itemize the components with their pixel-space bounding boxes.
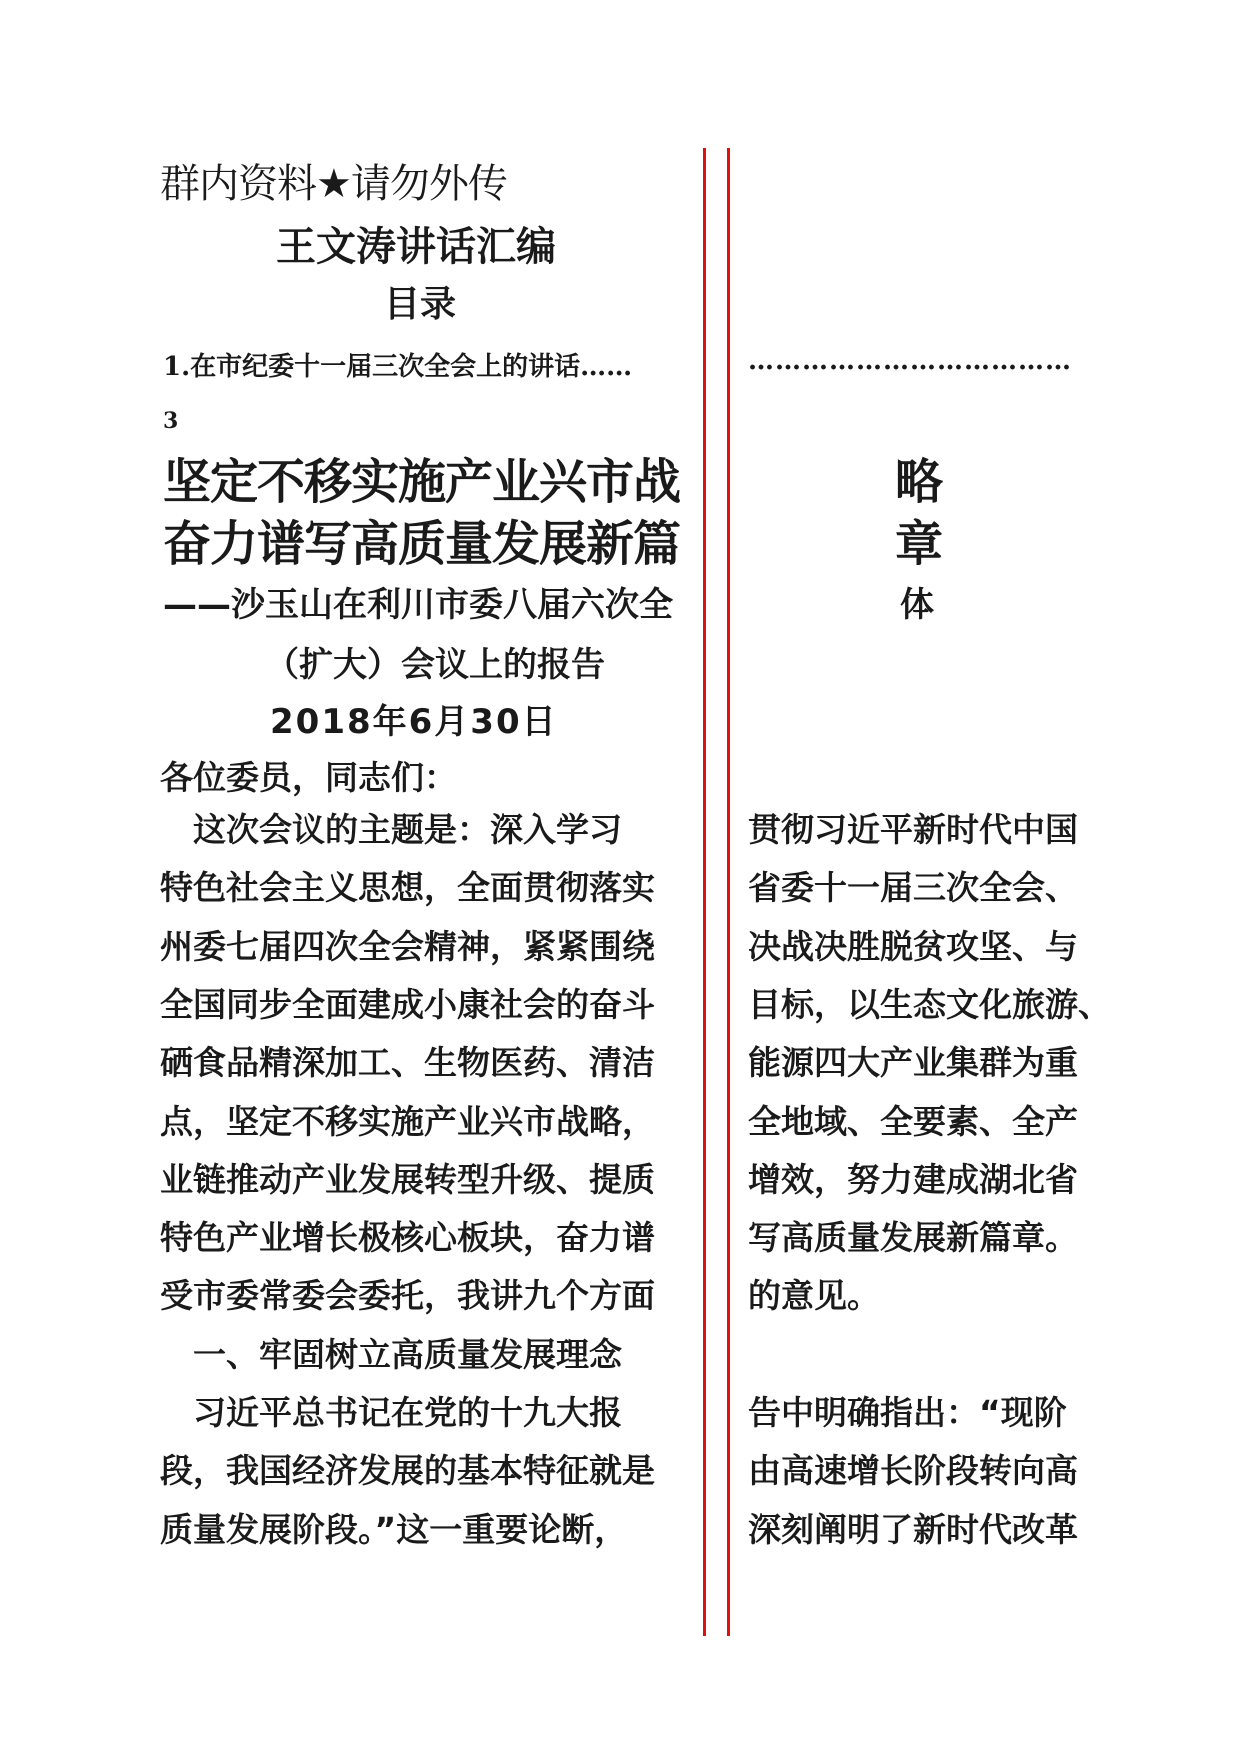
body-right-line: 目标，以生态文化旅游、 (748, 984, 1111, 1024)
body-right-line: 省委十一届三次全会、 (748, 868, 1078, 908)
body-left-line: 特色社会主义思想，全面贯彻落实 (160, 868, 655, 908)
speech-title-line-1: 坚定不移实施产业兴市战 (163, 454, 681, 510)
speech-date: 2018年6月30日 (270, 702, 558, 742)
body-right-line: 告中明确指出：“现阶 (748, 1393, 1067, 1432)
body-right-line: 增效，努力建成湖北省 (748, 1159, 1078, 1199)
toc-entry: 1.在市纪委十一届三次全会上的讲话…… (163, 352, 633, 382)
body-left-line: 受市委常委会委托，我讲九个方面 (160, 1276, 655, 1316)
toc-leader-dots: ……………………………… (748, 346, 1072, 376)
body-right-line: 深刻阐明了新时代改革 (748, 1509, 1078, 1549)
body-left-line: 点，坚定不移实施产业兴市战略， (160, 1101, 655, 1141)
body-left-line: 特色产业增长极核心板块，奋力谱 (160, 1218, 655, 1258)
body-right-line: 由高速增长阶段转向高 (748, 1451, 1078, 1491)
speech-title-right-1: 略 (895, 454, 944, 510)
body-right-line: 决战决胜脱贫攻坚、与 (748, 926, 1078, 966)
body-left-line: 习近平总书记在党的十九大报 (160, 1393, 622, 1432)
body-left-line: 州委七届四次全会精神，紧紧围绕 (160, 926, 655, 966)
speech-subtitle-line-2: （扩大）会议上的报告 (265, 645, 605, 685)
body-right-line: 能源四大产业集群为重 (748, 1043, 1078, 1083)
body-left-line: 业链推动产业发展转型升级、提质 (160, 1159, 655, 1199)
speech-subtitle-line-1: ——沙玉山在利川市委八届六次全 (163, 585, 673, 625)
red-column-rule-left (703, 148, 706, 1636)
toc-heading: 目录 (384, 284, 457, 325)
red-column-rule-right (727, 148, 730, 1636)
body-right-line: 写高质量发展新篇章。 (748, 1218, 1078, 1258)
toc-page-number: 3 (163, 408, 179, 434)
body-right-line: 贯彻习近平新时代中国 (748, 810, 1078, 849)
body-right-line: 的意见。 (748, 1276, 880, 1316)
body-left-line: 这次会议的主题是：深入学习 (160, 810, 622, 849)
confidential-notice: 群内资料★请勿外传 (160, 161, 507, 207)
speech-subtitle-right: 体 (900, 585, 934, 625)
speech-greeting: 各位委员，同志们： (160, 758, 457, 797)
body-left-line: 一、牢固树立高质量发展理念 (160, 1334, 622, 1374)
body-right-line: 全地域、全要素、全产 (748, 1101, 1078, 1141)
speech-title-right-2: 章 (895, 516, 944, 572)
body-left-line: 质量发展阶段。”这一重要论断， (160, 1509, 628, 1549)
body-left-line: 段，我国经济发展的基本特征就是 (160, 1451, 655, 1491)
book-title: 王文涛讲话汇编 (276, 224, 556, 270)
speech-title-line-2: 奋力谱写高质量发展新篇 (163, 516, 681, 572)
body-left-line: 全国同步全面建成小康社会的奋斗 (160, 984, 655, 1024)
body-left-line: 硒食品精深加工、生物医药、清洁 (160, 1043, 655, 1083)
